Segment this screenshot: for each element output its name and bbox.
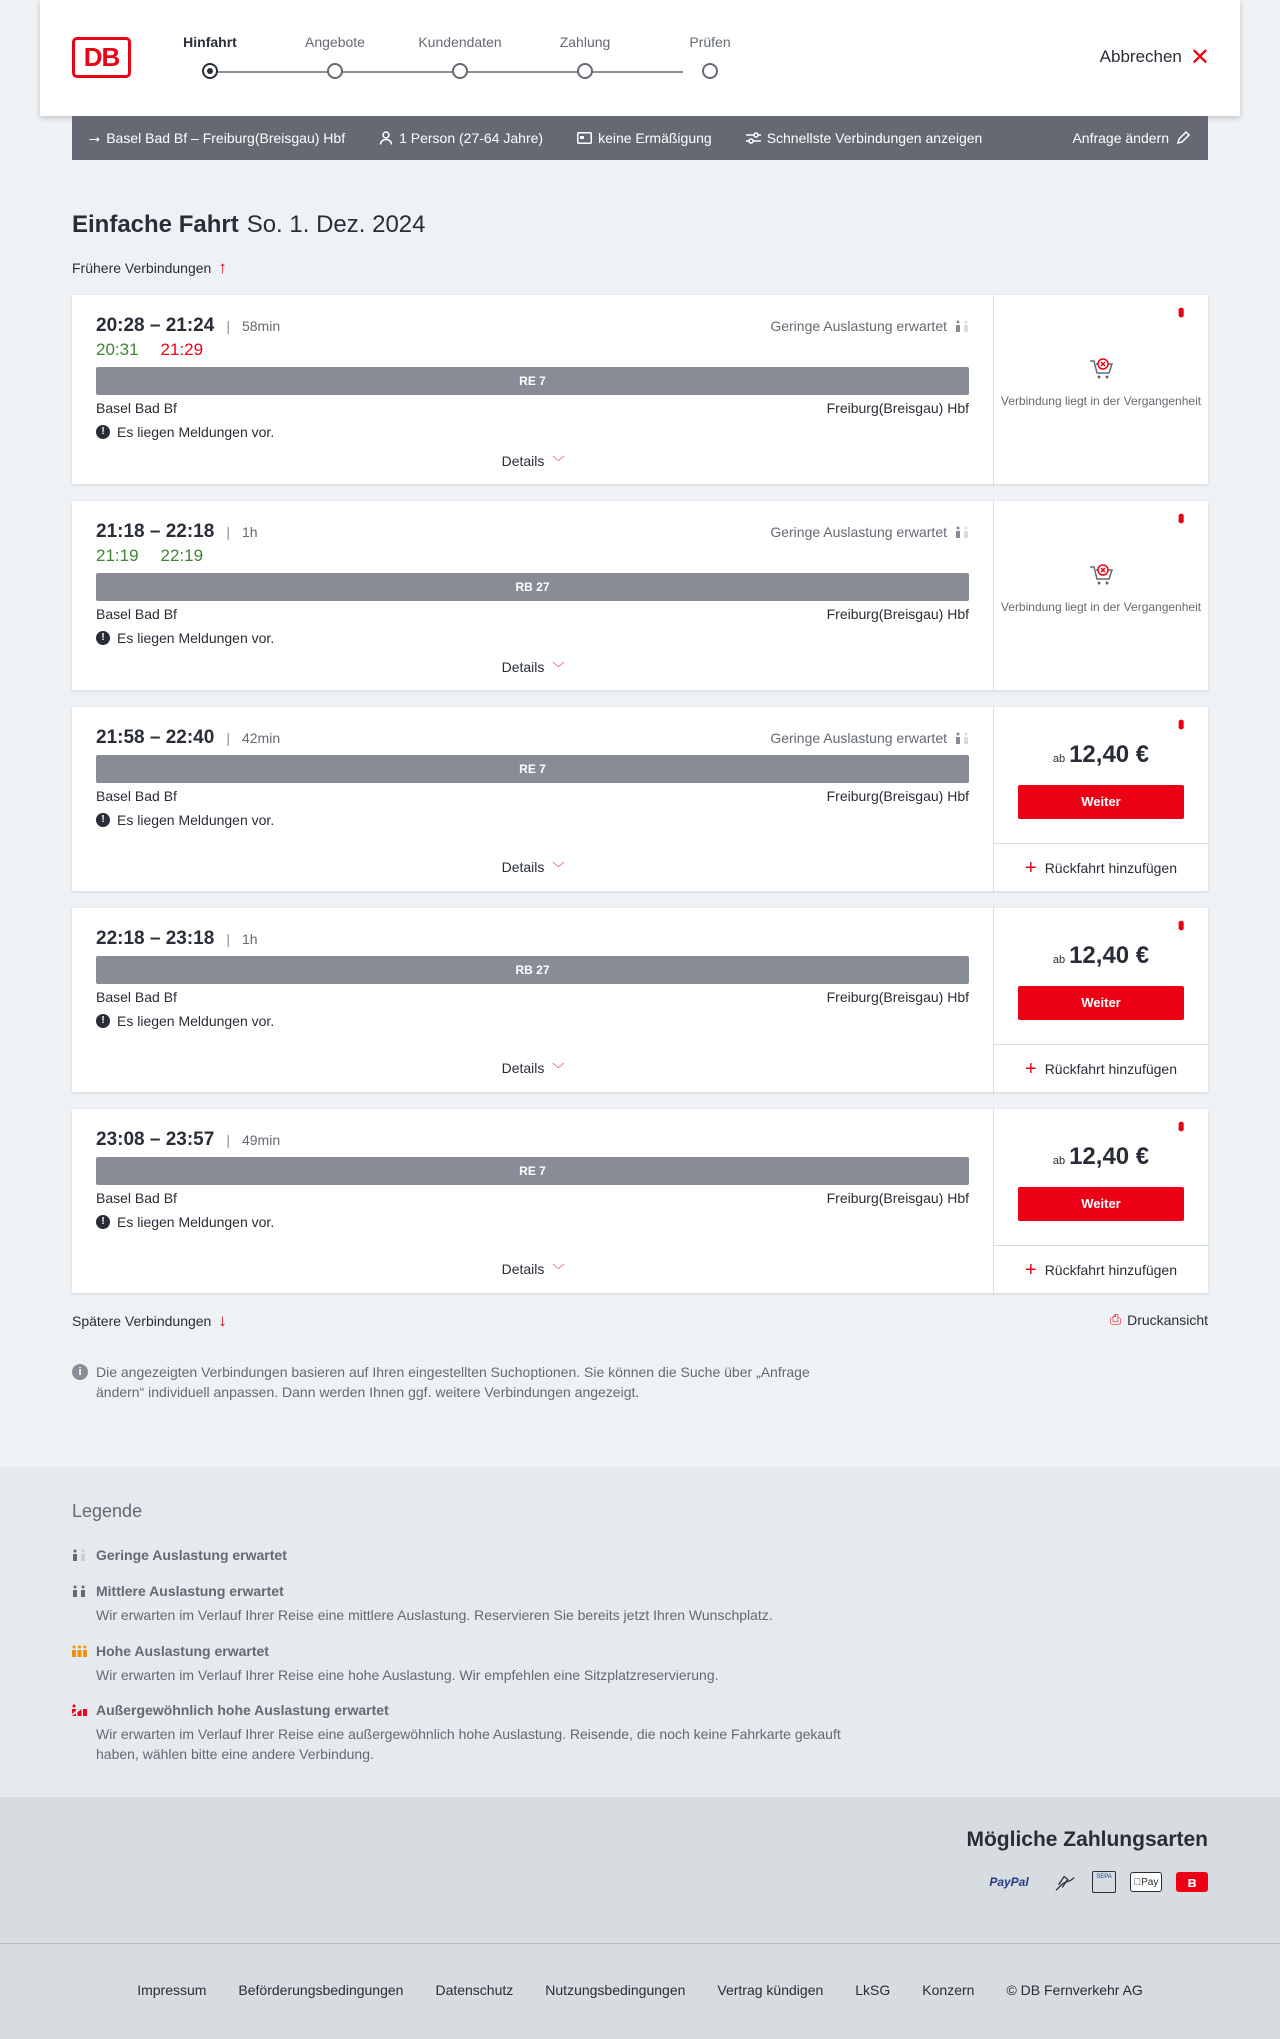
cart-unavailable-icon xyxy=(1088,561,1114,587)
connection-times xyxy=(96,315,280,337)
step-label: Kundendaten xyxy=(418,34,502,50)
later-connections-link[interactable] xyxy=(72,1311,227,1331)
cancel-button[interactable] xyxy=(1099,43,1210,71)
message-notice xyxy=(96,424,274,440)
route-text: Basel Bad Bf – Freiburg(Breisgau) Hbf xyxy=(106,130,346,146)
past-notice xyxy=(994,561,1208,615)
dep-arr-time: 23:08 – 23:57 xyxy=(96,1129,215,1150)
connection-main xyxy=(72,501,994,690)
add-return-label: Rückfahrt hinzufügen xyxy=(1044,1060,1177,1077)
duration: 1h xyxy=(241,931,258,947)
step-kundendaten xyxy=(405,34,515,50)
sepa-icon: SEPA xyxy=(1092,1871,1116,1893)
connection-main xyxy=(72,707,994,891)
legend-item-title: Außergewöhnlich hohe Auslastung erwartet xyxy=(96,1702,389,1718)
payment-methods-section xyxy=(0,1797,1280,1943)
connection-main xyxy=(72,908,994,1092)
more-options-icon[interactable]: ••• xyxy=(1171,1121,1191,1128)
details-toggle[interactable] xyxy=(72,859,994,876)
close-icon: ✕ xyxy=(1189,43,1210,71)
step-dot xyxy=(327,63,343,79)
step-label: Hinfahrt xyxy=(183,34,237,50)
step-angebote xyxy=(280,34,390,50)
add-return-label: Rückfahrt hinzufügen xyxy=(1044,1261,1177,1278)
trip-date: So. 1. Dez. 2024 xyxy=(246,211,426,238)
legend-item-title: Geringe Auslastung erwartet xyxy=(96,1547,287,1563)
connection-card[interactable] xyxy=(72,707,1208,891)
duration: 49min xyxy=(241,1132,281,1148)
person-icon xyxy=(379,131,393,145)
details-label: Details xyxy=(501,453,545,469)
later-label: Spätere Verbindungen xyxy=(72,1313,212,1329)
add-return-button[interactable] xyxy=(994,1245,1208,1293)
step-zahlung xyxy=(530,34,640,50)
step-dot xyxy=(577,63,593,79)
past-text: Verbindung liegt in der Vergangenheit xyxy=(1000,394,1202,408)
payment-methods xyxy=(980,1871,1208,1893)
price-value: 12,40 € xyxy=(1069,741,1150,768)
legend-item-extreme xyxy=(72,1702,872,1764)
arrival-station: Freiburg(Breisgau) Hbf xyxy=(826,788,969,804)
dep-arr-time: 21:18 – 22:18 xyxy=(96,521,215,542)
step-hinfahrt[interactable] xyxy=(155,34,265,50)
legend-item-title: Mittlere Auslastung erwartet xyxy=(96,1583,284,1599)
train-bar[interactable]: RE 7 xyxy=(96,1157,969,1185)
offer-panel xyxy=(994,707,1208,891)
offer-panel xyxy=(994,908,1208,1092)
alert-icon: ! xyxy=(96,1014,110,1028)
footer-copyright: © DB Fernverkehr AG xyxy=(1006,1982,1143,1998)
sliders-icon xyxy=(746,132,761,144)
load-indicator xyxy=(770,318,969,334)
booking-stepper xyxy=(170,34,731,84)
legend-item-title: Hohe Auslastung erwartet xyxy=(96,1643,269,1659)
offer-panel xyxy=(994,501,1208,690)
high-load-icon xyxy=(72,1645,87,1657)
connection-card[interactable] xyxy=(72,501,1208,690)
lastschrift-icon xyxy=(1052,1872,1078,1892)
apple-pay-text: Pay xyxy=(1137,1876,1155,1888)
realtime-times xyxy=(96,340,203,360)
step-label: Prüfen xyxy=(689,34,731,50)
earlier-label: Frühere Verbindungen xyxy=(72,260,212,276)
more-options-icon[interactable]: ••• xyxy=(1171,719,1191,726)
connection-card[interactable] xyxy=(72,908,1208,1092)
departure-station: Basel Bad Bf xyxy=(96,400,177,416)
site-footer xyxy=(0,1943,1280,2039)
message-notice xyxy=(96,1013,274,1029)
cancel-label: Abbrechen xyxy=(1099,47,1182,66)
footer-links xyxy=(0,1982,1280,1998)
footer-link-lksg[interactable]: LkSG xyxy=(855,1982,891,1998)
arrival-station: Freiburg(Breisgau) Hbf xyxy=(826,400,969,416)
realtime-departure: 21:19 xyxy=(96,546,139,565)
time-separator: | xyxy=(226,1132,230,1148)
load-indicator xyxy=(770,730,969,746)
footer-link-datenschutz[interactable]: Datenschutz xyxy=(435,1982,514,1998)
offer-panel xyxy=(994,1109,1208,1293)
arrival-station: Freiburg(Breisgau) Hbf xyxy=(826,989,969,1005)
card-icon xyxy=(577,132,592,144)
plus-icon: + xyxy=(1025,1258,1037,1281)
booking-header xyxy=(40,0,1240,116)
footer-link-konzern[interactable]: Konzern xyxy=(922,1982,975,1998)
arrow-up-icon: ↑ xyxy=(218,258,227,277)
footer-link-befoerderungsbedingungen[interactable]: Beförderungsbedingungen xyxy=(238,1982,404,1998)
change-request-label: Anfrage ändern xyxy=(1072,130,1169,146)
details-toggle[interactable] xyxy=(72,1261,994,1278)
low-load-icon xyxy=(955,732,969,744)
traveller-text: 1 Person (27-64 Jahre) xyxy=(399,130,544,146)
train-bar[interactable]: RB 27 xyxy=(96,956,969,984)
step-dot xyxy=(702,63,718,79)
load-text: Geringe Auslastung erwartet xyxy=(770,318,947,334)
alert-icon: ! xyxy=(96,1215,110,1229)
duration: 42min xyxy=(241,730,281,746)
footer-link-impressum[interactable]: Impressum xyxy=(137,1982,207,1998)
legend-item-text: Wir erwarten im Verlauf Ihrer Reise eine außergewöhnlich hohe Auslastung. Reisende, die noch keine Fahrkarte gekauft haben, wählen bitte eine andere Verbindung. xyxy=(96,1726,841,1762)
discount-text: keine Ermäßigung xyxy=(598,130,712,146)
train-bar[interactable]: RB 27 xyxy=(96,573,969,601)
departure-station: Basel Bad Bf xyxy=(96,1190,177,1206)
price-prefix: ab xyxy=(1052,954,1066,966)
dep-arr-time: 22:18 – 23:18 xyxy=(96,928,215,949)
discount-summary[interactable] xyxy=(577,130,712,146)
alert-icon: ! xyxy=(96,631,110,645)
message-notice xyxy=(96,1214,274,1230)
legend-section xyxy=(0,1467,1280,1797)
low-load-icon xyxy=(72,1549,87,1561)
price-prefix: ab xyxy=(1052,1155,1066,1167)
departure-station: Basel Bad Bf xyxy=(96,989,177,1005)
paypal-logo: PayPal xyxy=(989,1875,1029,1889)
medium-load-icon xyxy=(72,1585,87,1597)
load-text: Geringe Auslastung erwartet xyxy=(770,730,947,746)
low-load-icon xyxy=(955,526,969,538)
connection-times xyxy=(96,928,258,950)
printer-icon: ⎙ xyxy=(1109,1311,1122,1327)
realtime-times xyxy=(96,546,203,566)
continue-button[interactable]: Weiter xyxy=(1018,986,1184,1020)
realtime-departure: 20:31 xyxy=(96,340,139,359)
duration: 1h xyxy=(241,524,258,540)
legend-item-high xyxy=(72,1643,872,1685)
plus-icon: + xyxy=(1025,1057,1037,1080)
departure-station: Basel Bad Bf xyxy=(96,606,177,622)
details-label: Details xyxy=(501,659,545,675)
past-notice xyxy=(994,355,1208,409)
price-prefix: ab xyxy=(1052,753,1066,765)
details-label: Details xyxy=(501,1261,545,1277)
time-separator: | xyxy=(226,730,230,746)
apple-icon xyxy=(1134,1877,1142,1888)
alert-icon: ! xyxy=(96,813,110,827)
message-notice xyxy=(96,630,274,646)
price xyxy=(994,1143,1208,1171)
message-text: Es liegen Meldungen vor. xyxy=(117,812,275,828)
print-view-link[interactable] xyxy=(1110,1311,1208,1328)
arrival-station: Freiburg(Breisgau) Hbf xyxy=(826,1190,969,1206)
message-text: Es liegen Meldungen vor. xyxy=(117,1013,275,1029)
low-load-icon xyxy=(955,320,969,332)
connection-card[interactable] xyxy=(72,1109,1208,1293)
details-toggle[interactable] xyxy=(72,659,994,676)
load-text: Geringe Auslastung erwartet xyxy=(770,524,947,540)
info-text: Die angezeigten Verbindungen basieren auf Ihren eingestellten Suchoptionen. Sie können die Suche über „Anfrage ändern“ individuell anpassen. Dann werden Ihnen ggf. weitere Verbindungen angezeigt. xyxy=(96,1364,810,1400)
connection-times xyxy=(96,521,258,543)
continue-button[interactable]: Weiter xyxy=(1018,1187,1184,1221)
db-logo[interactable]: DB xyxy=(72,37,131,78)
price xyxy=(994,942,1208,970)
message-text: Es liegen Meldungen vor. xyxy=(117,424,275,440)
plus-icon: + xyxy=(1025,856,1037,879)
apple-pay-icon xyxy=(1130,1872,1162,1892)
step-dot xyxy=(452,63,468,79)
more-options-icon[interactable]: ••• xyxy=(1171,307,1191,314)
footer-link-nutzungsbedingungen[interactable]: Nutzungsbedingungen xyxy=(545,1982,686,1998)
more-options-icon[interactable]: ••• xyxy=(1171,920,1191,927)
dep-arr-time: 21:58 – 22:40 xyxy=(96,727,215,748)
legend-title: Legende xyxy=(72,1501,143,1521)
stepper-line xyxy=(210,71,683,73)
chevron-down-icon: ﹀ xyxy=(552,455,565,469)
price xyxy=(994,741,1208,769)
connection-main xyxy=(72,1109,994,1293)
legend-item-medium xyxy=(72,1583,872,1625)
time-separator: | xyxy=(226,318,230,334)
filter-summary[interactable] xyxy=(746,130,983,146)
route-summary[interactable] xyxy=(89,130,345,147)
connection-times xyxy=(96,1129,280,1151)
payment-title: Mögliche Zahlungsarten xyxy=(966,1828,1208,1851)
legend-item-low xyxy=(72,1547,872,1563)
past-text: Verbindung liegt in der Vergangenheit xyxy=(1000,600,1202,614)
connection-card[interactable] xyxy=(72,295,1208,484)
dep-arr-time: 20:28 – 21:24 xyxy=(96,315,215,336)
chevron-down-icon: ﹀ xyxy=(552,661,565,675)
message-text: Es liegen Meldungen vor. xyxy=(117,630,275,646)
train-bar[interactable]: RE 7 xyxy=(96,367,969,395)
details-label: Details xyxy=(501,859,545,875)
load-indicator xyxy=(770,524,969,540)
legend-item-text: Wir erwarten im Verlauf Ihrer Reise eine mittlere Auslastung. Reservieren Sie bereits jetzt Ihren Wunschplatz. xyxy=(96,1607,773,1623)
connection-main xyxy=(72,295,994,484)
change-request-button[interactable] xyxy=(1072,130,1191,146)
step-dot xyxy=(202,63,218,79)
trip-type: Einfache Fahrt xyxy=(72,211,239,238)
realtime-arrival: 22:19 xyxy=(160,546,204,565)
train-bar[interactable]: RE 7 xyxy=(96,755,969,783)
time-separator: | xyxy=(226,931,230,947)
search-info-note xyxy=(72,1362,852,1402)
earlier-connections-link[interactable] xyxy=(72,258,227,278)
connection-times xyxy=(96,727,280,749)
arrival-station: Freiburg(Breisgau) Hbf xyxy=(826,606,969,622)
continue-button[interactable]: Weiter xyxy=(1018,785,1184,819)
chevron-down-icon: ﹀ xyxy=(552,1062,565,1076)
footer-link-vertrag-kuendigen[interactable]: Vertrag kündigen xyxy=(717,1982,824,1998)
offer-panel xyxy=(994,295,1208,484)
extreme-load-icon xyxy=(72,1704,87,1716)
price-value: 12,40 € xyxy=(1069,942,1150,969)
message-notice xyxy=(96,812,274,828)
add-return-label: Rückfahrt hinzufügen xyxy=(1044,859,1177,876)
traveller-summary[interactable] xyxy=(379,130,543,146)
details-toggle[interactable] xyxy=(72,453,994,470)
route-arrow-icon: ⭢ xyxy=(89,129,101,146)
add-return-button[interactable] xyxy=(994,1044,1208,1092)
legend-item-text: Wir erwarten im Verlauf Ihrer Reise eine hohe Auslastung. Wir empfehlen eine Sitzplatzreservierung. xyxy=(96,1667,719,1683)
alert-icon: ! xyxy=(96,425,110,439)
cart-unavailable-icon xyxy=(1088,355,1114,381)
details-toggle[interactable] xyxy=(72,1060,994,1077)
step-label: Angebote xyxy=(305,34,365,50)
message-text: Es liegen Meldungen vor. xyxy=(117,1214,275,1230)
search-summary-bar xyxy=(72,116,1208,160)
page-title xyxy=(72,211,425,239)
price-value: 12,40 € xyxy=(1069,1143,1150,1170)
step-pruefen xyxy=(655,34,765,50)
departure-station: Basel Bad Bf xyxy=(96,788,177,804)
chevron-down-icon: ﹀ xyxy=(552,861,565,875)
details-label: Details xyxy=(501,1060,545,1076)
step-label: Zahlung xyxy=(559,34,611,50)
realtime-arrival: 21:29 xyxy=(160,340,204,359)
info-icon: i xyxy=(72,1364,88,1380)
arrow-down-icon: ↓ xyxy=(218,1311,227,1330)
chevron-down-icon: ﹀ xyxy=(552,1263,565,1277)
pencil-icon xyxy=(1175,130,1191,146)
bahnbonus-icon: ʙ xyxy=(1176,1872,1208,1892)
more-options-icon[interactable]: ••• xyxy=(1171,513,1191,520)
time-separator: | xyxy=(226,524,230,540)
print-label: Druckansicht xyxy=(1127,1311,1208,1328)
filter-text: Schnellste Verbindungen anzeigen xyxy=(766,130,983,146)
add-return-button[interactable] xyxy=(994,843,1208,891)
duration: 58min xyxy=(241,318,281,334)
